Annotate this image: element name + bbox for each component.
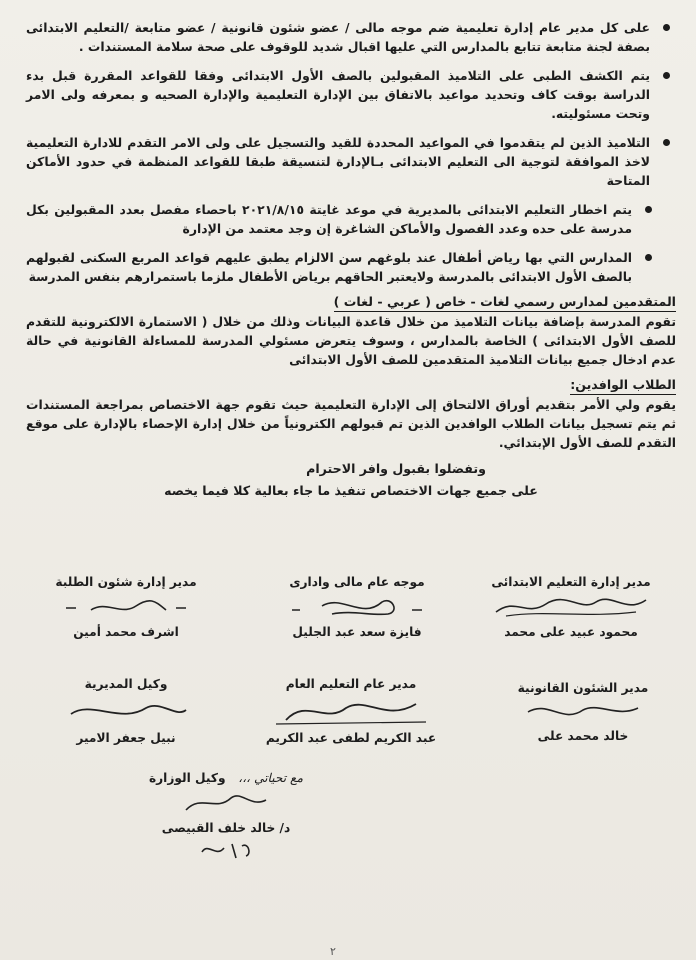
handwritten-signature-icon	[266, 694, 436, 728]
section-text: يقوم ولي الأمر بتقديم أوراق الالتحاق إلى الإدارة التعليمية حيث تقوم جهة الاختصاص بمراجعة المستندات ثم يتم تسجيل بيانات الطلاب الوافدين الذين تم قبولهم الكترونياً من خلال إدارة الإحصاء بالإدارة على موقع التقدم للصف الأول الإبتدائي.	[26, 397, 676, 450]
section-expat-students	[26, 373, 676, 452]
closing-line: وتفضلوا بقبول وافر الاحترام	[306, 461, 486, 476]
greeting-text: مع تحياتي ،،،	[238, 771, 304, 785]
signature-name: نبيل جعفر الامير	[76, 731, 176, 745]
bullet-item	[26, 200, 676, 238]
signature-title: مدير عام التعليم العام	[285, 677, 417, 691]
bullet-text: يتم الكشف الطبى على التلاميذ المقبولين بالصف الأول الابتدائى وفقا للقواعد المقررة قبل بدء الدراسة بوقت كاف وتحديد مواعيد بالاتفاق بين الإدارة التعليمية والإدارة الصحيه و بمعرفه ولى الامر وتحت مسئوليته.	[26, 68, 650, 121]
bullet-dot-icon	[663, 72, 670, 79]
bullet-text: يتم اخطار التعليم الابتدائى بالمديرية في موعد غايتة ٢٠٢١/٨/١٥ باحصاء مفصل بعدد المقبولين بكل مدرسة على حده وعدد الفصول والأماكن الشاغرة إن وجد معتمد من الإدارة	[26, 202, 633, 236]
handwritten-signature-icon	[508, 698, 658, 726]
signature-block	[272, 574, 442, 640]
signature-name: عبد الكريم لطفى عبد الكريم	[265, 731, 437, 745]
signature-role: وكيل الوزارة	[148, 771, 226, 785]
handwritten-signature-icon	[51, 694, 201, 728]
signature-title: مدير إدارة شئون الطلبة	[55, 575, 197, 589]
closing-block	[26, 458, 676, 502]
signature-block	[256, 676, 446, 746]
handwritten-signature-icon	[282, 592, 432, 622]
bullet-item	[26, 248, 676, 286]
bullet-text: التلاميذ الذين لم يتقدموا في المواعيد المحددة للقيد والتسجيل على ولى الامر التقدم للادارة التعليمية لاخذ الموافقة لتوجية الى التعليم الابتدائى بـالإدارة لتنسيقة طبقا للقواعد المنظمة في حدود الأماكن المتاحة	[26, 135, 650, 188]
signature-name: اشرف محمد أمين	[73, 625, 179, 639]
signature-block	[498, 680, 668, 744]
handwritten-signature-icon	[51, 592, 201, 622]
section-text: تقوم المدرسة بإضافة بيانات التلاميذ من خلال قاعدة البيانات وذلك من خلال ( الاستمارة الالكترونية للتقدم للصف الأول الابتدائى ) الخاصة بالمدارس ، وسوف يتعرض مسئولي المدرسة للمساءلة القانونية في حالة عدم ادخال جميع بيانات التلاميذ المتقدمين للصف الأول الابتدائى	[26, 314, 676, 367]
signature-block	[36, 676, 216, 746]
handwritten-signature-icon	[146, 788, 306, 818]
signature-block	[36, 574, 216, 640]
bullet-dot-icon	[663, 24, 670, 31]
bullet-text: على كل مدير عام إدارة تعليمية ضم موجه مالى / عضو شئون قانونية / عضو متابعة /التعليم الابتدائى بصفة لجنة متابعة تتابع بالمدارس التي عليها اقبال شديد للوقوف على صحة سلامة المستندات .	[26, 20, 650, 54]
section-title: الطلاب الوافدين:	[570, 375, 676, 395]
signature-title: وكيل المديرية	[84, 677, 168, 691]
bullet-dot-icon	[645, 206, 652, 213]
signature-title: مدير إدارة التعليم الابتدائى	[491, 575, 651, 589]
signature-name: محمود عبيد على محمد	[504, 625, 638, 639]
handwritten-initials-icon	[196, 838, 256, 862]
signature-name: فايزة سعد عبد الجليل	[292, 625, 422, 639]
bullet-item	[26, 18, 676, 56]
closing-line: على جميع جهات الاختصاص تنفيذ ما جاء بعالية كلا فيما يخصه	[164, 483, 538, 498]
bullet-dot-icon	[645, 254, 652, 261]
signature-title: موجه عام مالى وادارى	[289, 575, 425, 589]
bullet-item	[26, 66, 676, 123]
section-language-schools	[26, 290, 676, 369]
section-title: المتقدمين لمدارس رسمي لغات - خاص ( عربي - لغات )	[334, 292, 676, 312]
bullet-text: المدارس التي بها رياض أطفال عند بلوغهم سن الالزام يطبق عليهم قواعد المربع السكنى لقبولهم بالصف الأول الابتدائى بالمدرسة ولايعتبر الحاقهم برياض الأطفال ملزما باستمرارهم بنفس المدرسة	[26, 250, 632, 284]
signature-title: مدير الشئون القانونية	[517, 681, 649, 695]
bullet-item	[26, 133, 676, 190]
signature-block-undersecretary	[126, 770, 326, 864]
signature-title	[126, 770, 326, 786]
signature-block	[476, 574, 666, 640]
handwritten-signature-icon	[486, 592, 656, 622]
document-body	[26, 18, 676, 502]
signature-name: خالد محمد على	[537, 729, 629, 743]
bullet-dot-icon	[663, 139, 670, 146]
signature-name: د/ خالد خلف القبيصى	[161, 821, 291, 835]
page-number: ٢	[330, 945, 336, 958]
